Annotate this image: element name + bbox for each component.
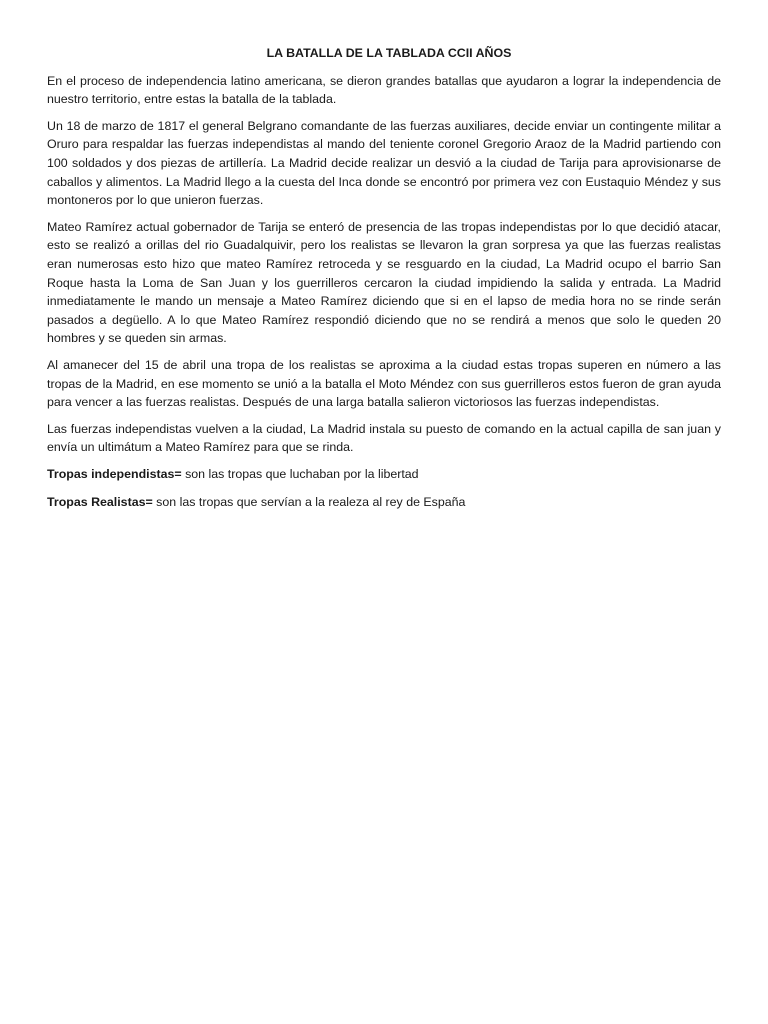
definition-realistas: [47, 493, 721, 512]
definition-term: Tropas Realistas=: [47, 495, 153, 510]
definition-text: son las tropas que servían a la realeza al rey de España: [152, 495, 466, 510]
paragraph-belgrano: Un 18 de marzo de 1817 el general Belgrano comandante de las fuerzas auxiliares, decide enviar un contingente militar a Oruro para respaldar las fuerzas independistas al mando del teniente coronel Gregorio Araoz de la Madrid partiendo con 100 soldados y dos piezas de artillería. La Madrid decide realizar un desvió a la ciudad de Tarija para aprovisionarse de caballos y alimentos. La Madrid llego a la cuesta del Inca donde se encontró por primera vez con Eustaquio Méndez y sus montoneros por lo que unieron fuerzas.: [47, 118, 721, 208]
definition-independistas: [47, 465, 721, 484]
paragraph-ramirez: Mateo Ramírez actual gobernador de Tarija se enteró de presencia de las tropas independistas por lo que decidió atacar, esto se realizó a orillas del rio Guadalquivir, pero los realistas se llevaron la gran sorpresa ya que las fuerzas realistas eran numerosas esto hizo que mateo Ramírez retroceda y se resguardo en la ciudad, La Madrid ocupo el barrio San Roque hasta la Loma de San Juan y los guerrilleros cercaron la ciudad impidiendo la salida y entrada. La Madrid inmediatamente le mando un mensaje a Mateo Ramírez diciendo que si en el lapso de media hora no se rinde serán pasados a degüello. A lo que Mateo Ramírez respondió diciendo que no se rendirá a menos que solo le queden 20 hombres y se queden sin armas.: [47, 219, 721, 346]
definition-term: Tropas independistas=: [47, 466, 182, 481]
definition-text: son las tropas que luchaban por la libertad: [181, 466, 419, 481]
document-title: LA BATALLA DE LA TABLADA CCII AÑOS: [266, 46, 512, 60]
paragraph-intro: En el proceso de independencia latino americana, se dieron grandes batallas que ayudaron a lograr la independencia de nuestro territorio, entre estas la batalla de la tablada.: [47, 73, 721, 107]
paragraph-april-15: Al amanecer del 15 de abril una tropa de los realistas se aproxima a la ciudad estas tropas superen en número a las tropas de la Madrid, en ese momento se unió a la batalla el Moto Méndez con sus guerrilleros estos fueron de gran ayuda para vencer a las fuerzas realistas. Después de una larga batalla salieron victoriosos las fuerzas independistas.: [47, 357, 721, 410]
paragraph-ultimatum: Las fuerzas independistas vuelven a la ciudad, La Madrid instala su puesto de comando en la actual capilla de san juan y envía un ultimátum a Mateo Ramírez para que se rinda.: [47, 421, 721, 455]
